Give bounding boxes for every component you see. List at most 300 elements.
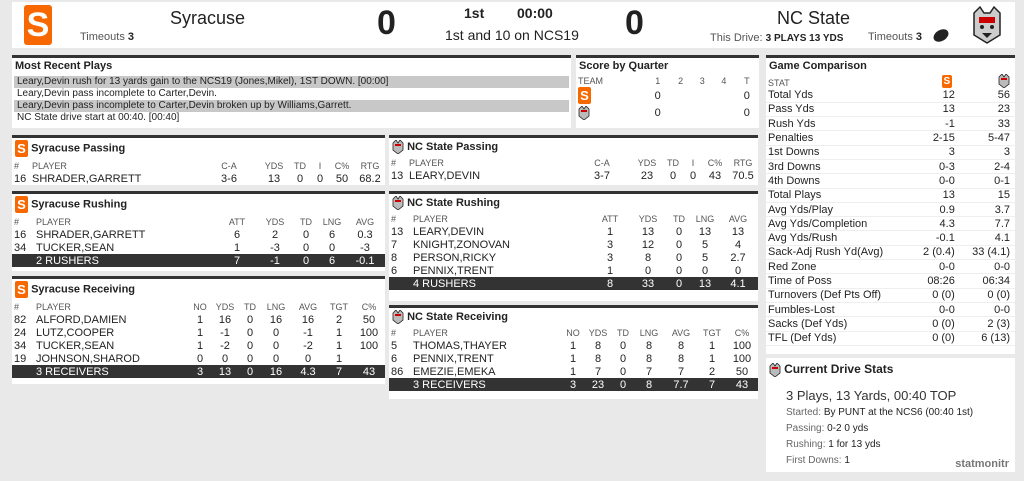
table-cell: 0 <box>328 241 336 254</box>
total-cell: 3 RECEIVERS <box>34 365 189 378</box>
drive-headline: 3 Plays, 13 Yards, 00:40 TOP <box>786 388 957 403</box>
column-header: NO <box>566 327 580 338</box>
comparison-row <box>766 145 1015 159</box>
table-cell: 0 <box>246 326 254 339</box>
syracuse-logo-icon: S <box>943 75 951 87</box>
ncstate-value: 0 (0) <box>960 288 1015 302</box>
ncstate-logo-icon <box>998 74 1010 88</box>
table-cell: -3 <box>270 241 280 254</box>
total-cell: 43 <box>353 365 385 378</box>
table-cell: 0 <box>296 172 304 185</box>
stat-name: Penalties <box>766 131 912 145</box>
table-cell: 16 <box>269 313 283 326</box>
comparison-row <box>766 117 1015 131</box>
ncstate-logo-icon <box>578 106 590 120</box>
syracuse-value: 0-0 <box>912 174 960 188</box>
table-cell: TUCKER,SEAN <box>36 241 115 254</box>
table-title: NC State Receiving <box>407 310 508 323</box>
stat-name: Rush Yds <box>766 117 912 131</box>
table-cell: 13 <box>267 172 281 185</box>
column-header: TD <box>617 327 629 338</box>
column-header: ATT <box>228 216 246 227</box>
column-header: YDS <box>638 213 658 224</box>
ncstate-value: 6 (13) <box>960 331 1015 345</box>
table-cell: 43 <box>708 169 722 182</box>
syracuse-value: 4.3 <box>912 217 960 231</box>
quarter: 1st <box>464 5 485 21</box>
q-cell <box>691 104 713 121</box>
ncstate-value: 56 <box>960 88 1015 102</box>
total-cell: 4 RUSHERS <box>411 277 590 290</box>
total-cell: 0 <box>612 378 634 391</box>
down-distance: 1st and 10 on NCS19 <box>445 27 579 43</box>
syracuse-value: 0.9 <box>912 202 960 216</box>
play-item: Leary,Devin rush for 13 yards gain to the NCS19 (Jones,Mikel), 1ST DOWN. [00:00] <box>14 76 569 88</box>
table-cell: 0 <box>302 241 310 254</box>
comparison-row <box>766 302 1015 316</box>
total-cell: 7 <box>217 254 257 267</box>
table-cell: 1 <box>233 241 241 254</box>
table-cell: 3-7 <box>594 169 610 182</box>
table-cell: 6 <box>233 228 241 241</box>
drive-rushing-value: 1 for 13 yds <box>828 439 881 450</box>
drive-passing-value: 0-2 0 yds <box>827 423 869 434</box>
nc-rush-panel <box>389 191 758 301</box>
syracuse-value: -0.1 <box>912 231 960 245</box>
su-rec-panel <box>12 276 385 384</box>
table-cell: 0 <box>272 339 280 352</box>
table-cell: 50 <box>335 172 349 185</box>
table-cell: 70.5 <box>732 169 754 182</box>
syracuse-logo-icon: S <box>15 196 28 213</box>
drive-firstdowns <box>786 455 850 466</box>
table-title-row <box>389 138 758 156</box>
stat-name: TFL (Def Yds) <box>766 331 912 345</box>
column-header: PLAYER <box>413 327 448 338</box>
stat-name: 4th Downs <box>766 174 912 188</box>
syracuse-logo: S <box>24 5 52 45</box>
table-cell <box>353 352 385 365</box>
table-cell: 1 <box>569 352 577 365</box>
ncstate-value: 0-1 <box>960 174 1015 188</box>
ncstate-value: 2 (3) <box>960 317 1015 331</box>
total-cell: 4.1 <box>718 277 758 290</box>
table-cell: LEARY,DEVIN <box>409 169 481 182</box>
table-row <box>389 339 758 352</box>
table-cell: 1 <box>335 339 343 352</box>
column-header: TGT <box>703 327 721 338</box>
ncstate-value: 0-0 <box>960 302 1015 316</box>
q-header: 3 <box>699 75 705 86</box>
drive-started-value: By PUNT at the NCS6 (00:40 1st) <box>823 407 974 418</box>
total-cell: 23 <box>584 378 612 391</box>
column-header: RTG <box>360 160 380 171</box>
game-clock: 00:00 <box>517 5 553 21</box>
syracuse-value: 0-0 <box>912 260 960 274</box>
q-cell: 0 <box>743 106 750 119</box>
table-cell: 0 <box>221 352 229 365</box>
stats-table <box>389 156 758 182</box>
table-cell: 0 <box>619 352 627 365</box>
column-header: LNG <box>639 327 659 338</box>
table-cell: 6 <box>391 264 398 277</box>
stats-table <box>12 300 385 378</box>
home-timeouts-label: Timeouts <box>80 31 125 43</box>
ncstate-value: 3 <box>960 145 1015 159</box>
comparison-row <box>766 88 1015 102</box>
table-cell: KNIGHT,ZONOVAN <box>413 238 510 251</box>
column-header: PLAYER <box>413 213 448 224</box>
table-cell: 8 <box>391 251 398 264</box>
column-header: YDS <box>215 301 235 312</box>
total-cell <box>389 277 411 290</box>
table-title-row <box>12 279 385 300</box>
table-cell: 7 <box>677 365 685 378</box>
drive-firstdowns-value: 1 <box>844 455 850 466</box>
table-cell: 1 <box>606 225 614 238</box>
table-cell: 24 <box>14 326 27 339</box>
total-row <box>12 254 385 267</box>
q-cell <box>691 87 713 104</box>
table-cell: 23 <box>640 169 654 182</box>
q-cell <box>713 104 735 121</box>
total-row <box>12 365 385 378</box>
possession-football-icon <box>931 27 950 45</box>
total-cell: 13 <box>211 365 239 378</box>
comparison-row <box>766 217 1015 231</box>
table-row <box>389 251 758 264</box>
syracuse-logo-icon: S <box>15 281 28 298</box>
q-cell <box>713 87 735 104</box>
table-cell: 0 <box>701 264 709 277</box>
table-cell: 34 <box>14 241 27 254</box>
table-cell: 86 <box>391 365 404 378</box>
play-item: Leary,Devin pass incomplete to Carter,Devin. <box>17 88 217 99</box>
statmonitr-brand[interactable]: statmonitr <box>955 458 1009 470</box>
total-cell <box>12 254 34 267</box>
table-cell: THOMAS,THAYER <box>413 339 507 352</box>
table-row <box>12 326 385 339</box>
table-cell: SHRADER,GARRETT <box>36 228 146 241</box>
table-cell: ALFORD,DAMIEN <box>36 313 127 326</box>
total-cell: 4.3 <box>291 365 325 378</box>
ncstate-wolf-logo <box>970 5 1004 48</box>
table-cell: 7 <box>391 238 398 251</box>
column-header: # <box>391 327 397 338</box>
table-cell: 0 <box>689 169 697 182</box>
total-cell: 3 RECEIVERS <box>411 378 562 391</box>
table-cell: 2 <box>708 365 716 378</box>
table-cell: 1 <box>335 352 343 365</box>
table-cell: 0 <box>196 352 204 365</box>
table-row <box>12 172 385 185</box>
table-title: Syracuse Passing <box>31 142 126 155</box>
table-row <box>12 313 385 326</box>
quarters-table <box>576 74 759 121</box>
column-header: ATT <box>601 213 619 224</box>
column-header: YDS <box>265 216 285 227</box>
recent-plays-panel <box>12 55 571 128</box>
syracuse-value: 0 (0) <box>912 288 960 302</box>
drive-passing-label: Passing: <box>786 423 825 434</box>
stats-table <box>389 326 758 391</box>
stat-name: Total Plays <box>766 188 912 202</box>
table-cell: 8 <box>644 251 652 264</box>
comparison-row <box>766 331 1015 345</box>
table-row <box>389 225 758 238</box>
column-header: TD <box>300 216 312 227</box>
column-header: YDS <box>588 327 608 338</box>
column-header: # <box>14 301 20 312</box>
total-cell <box>12 365 34 378</box>
table-cell: 13 <box>698 225 712 238</box>
table-title-row <box>12 138 385 159</box>
drive-rushing <box>786 439 881 450</box>
q-header: 1 <box>655 75 661 86</box>
table-cell: 1 <box>569 365 577 378</box>
table-cell: 6 <box>328 228 336 241</box>
stat-name: Sacks (Def Yds) <box>766 317 912 331</box>
stat-name: Fumbles-Lost <box>766 302 912 316</box>
table-cell: 7 <box>594 365 602 378</box>
total-cell: -0.1 <box>345 254 385 267</box>
stat-name: Turnovers (Def Pts Off) <box>766 288 912 302</box>
away-timeouts <box>868 31 922 43</box>
stats-table <box>389 212 758 290</box>
table-cell: 50 <box>735 365 749 378</box>
comparison-row <box>766 174 1015 188</box>
total-cell: 7 <box>325 365 353 378</box>
current-drive-panel <box>766 358 1015 472</box>
table-cell: LUTZ,COOPER <box>36 326 115 339</box>
table-cell: 19 <box>14 352 27 365</box>
su-pass-panel <box>12 135 385 185</box>
column-header: C% <box>361 301 377 312</box>
table-cell: 82 <box>14 313 27 326</box>
table-row <box>389 352 758 365</box>
table-cell: 12 <box>641 238 655 251</box>
ncstate-value: 06:34 <box>960 274 1015 288</box>
syracuse-value: 0-3 <box>912 159 960 173</box>
table-row <box>576 104 759 121</box>
table-cell: PERSON,RICKY <box>413 251 497 264</box>
table-cell: 1 <box>708 352 716 365</box>
table-row <box>389 238 758 251</box>
table-cell: 1 <box>708 339 716 352</box>
table-cell: 68.2 <box>359 172 381 185</box>
column-header: LNG <box>322 216 342 227</box>
column-header: C-A <box>594 157 610 168</box>
table-cell: 0 <box>272 326 280 339</box>
away-timeouts-label: Timeouts <box>868 31 913 43</box>
quarters-title: Score by Quarter <box>579 60 669 72</box>
total-cell: 8 <box>590 277 630 290</box>
total-cell: 6 <box>319 254 345 267</box>
column-header: YDS <box>637 157 657 168</box>
syracuse-value: 13 <box>912 188 960 202</box>
table-cell: 0.3 <box>357 228 373 241</box>
table-cell: 8 <box>645 339 653 352</box>
table-cell: 0 <box>302 228 310 241</box>
table-cell: 16 <box>14 228 27 241</box>
home-timeouts-value: 3 <box>127 31 135 43</box>
table-cell: 3-6 <box>221 172 237 185</box>
table-cell: 8 <box>594 339 602 352</box>
column-header: # <box>14 216 20 227</box>
game-comparison-panel <box>766 55 1015 354</box>
table-title: NC State Passing <box>407 140 499 153</box>
total-cell <box>389 378 411 391</box>
column-header: AVG <box>671 327 691 338</box>
comparison-row <box>766 131 1015 145</box>
ncstate-value: 3.7 <box>960 202 1015 216</box>
ncstate-logo-icon <box>392 310 404 324</box>
table-cell: 1 <box>606 264 614 277</box>
total-cell: 7.7 <box>664 378 698 391</box>
table-cell: 8 <box>677 339 685 352</box>
column-header: AVG <box>355 216 375 227</box>
comparison-table <box>766 74 1015 346</box>
q-header: T <box>744 75 750 86</box>
table-cell: 7 <box>645 365 653 378</box>
table-cell: 2 <box>271 228 279 241</box>
table-cell: 6 <box>391 352 398 365</box>
drive-started <box>786 407 973 418</box>
table-cell: 4 <box>734 238 742 251</box>
syracuse-value: 12 <box>912 88 960 102</box>
table-cell: 16 <box>14 172 27 185</box>
ncstate-value: 33 (4.1) <box>960 245 1015 259</box>
table-cell: 0 <box>246 352 254 365</box>
home-timeouts <box>80 31 134 43</box>
table-row <box>389 264 758 277</box>
nc-pass-panel <box>389 135 758 185</box>
table-cell: 2 <box>335 313 343 326</box>
table-cell: 0 <box>675 238 683 251</box>
ncstate-value: 7.7 <box>960 217 1015 231</box>
table-cell: 0 <box>246 313 254 326</box>
table-cell: 1 <box>335 326 343 339</box>
table-cell: 0 <box>675 264 683 277</box>
stat-name: 3rd Downs <box>766 159 912 173</box>
column-header: LNG <box>266 301 286 312</box>
total-cell: 0 <box>666 277 692 290</box>
away-score: 0 <box>625 4 644 42</box>
table-cell: 5 <box>391 339 398 352</box>
table-cell: 50 <box>362 313 376 326</box>
table-title: Syracuse Rushing <box>31 198 128 211</box>
recent-plays-title: Most Recent Plays <box>15 60 113 72</box>
syracuse-logo-icon: S <box>578 87 591 104</box>
stats-table <box>12 215 385 267</box>
comparison-row <box>766 202 1015 216</box>
stat-name: Red Zone <box>766 260 912 274</box>
table-cell: 1 <box>196 313 204 326</box>
table-row <box>576 87 759 104</box>
ncstate-value: 23 <box>960 102 1015 116</box>
table-cell: 3 <box>606 251 614 264</box>
table-cell: JOHNSON,SHAROD <box>36 352 140 365</box>
table-row <box>389 365 758 378</box>
play-item: Leary,Devin pass incomplete to Carter,Devin broken up by Williams,Garrett. <box>14 100 569 112</box>
total-cell: 8 <box>634 378 664 391</box>
q-header: TEAM <box>578 75 604 86</box>
total-cell: 0 <box>293 254 319 267</box>
total-cell: -1 <box>257 254 293 267</box>
total-row <box>389 378 758 391</box>
column-header: C% <box>334 160 350 171</box>
stat-name: Pass Yds <box>766 102 912 116</box>
table-cell: 0 <box>675 225 683 238</box>
comparison-row <box>766 159 1015 173</box>
stat-header: STAT <box>768 78 790 88</box>
table-row <box>12 339 385 352</box>
table-cell: -2 <box>220 339 230 352</box>
column-header: TD <box>244 301 256 312</box>
total-cell: 7 <box>698 378 726 391</box>
drive-value: 3 PLAYS 13 YDS <box>765 33 844 44</box>
table-cell: 34 <box>14 339 27 352</box>
table-cell: 13 <box>391 169 404 182</box>
table-cell: EMEZIE,EMEKA <box>413 365 496 378</box>
syracuse-value: 0-0 <box>912 302 960 316</box>
table-cell: LEARY,DEVIN <box>413 225 485 238</box>
comparison-row <box>766 274 1015 288</box>
total-cell: 43 <box>726 378 758 391</box>
table-title: NC State Rushing <box>407 196 500 209</box>
table-cell: SHRADER,GARRETT <box>32 172 142 185</box>
scoreboard <box>12 2 1015 48</box>
table-cell: PENNIX,TRENT <box>413 264 494 277</box>
column-header: TGT <box>330 301 348 312</box>
total-cell: 33 <box>630 277 666 290</box>
total-row <box>389 277 758 290</box>
stat-name: Avg Yds/Completion <box>766 217 912 231</box>
table-row <box>12 241 385 254</box>
recent-plays-list <box>12 74 571 124</box>
q-cell: 0 <box>743 89 750 102</box>
drive-info <box>710 32 843 44</box>
table-cell: 13 <box>391 225 404 238</box>
ncstate-value: 2-4 <box>960 159 1015 173</box>
table-cell: 100 <box>732 339 752 352</box>
q-header: 2 <box>678 75 684 86</box>
stat-name: 1st Downs <box>766 145 912 159</box>
table-cell: 0 <box>304 352 312 365</box>
table-cell: 13 <box>731 225 745 238</box>
table-cell: 1 <box>196 339 204 352</box>
ncstate-value: 15 <box>960 188 1015 202</box>
table-row <box>389 169 758 182</box>
column-header: C% <box>707 157 723 168</box>
table-cell: 2.7 <box>730 251 746 264</box>
score-by-quarter-panel <box>576 55 759 128</box>
table-cell: 5 <box>701 238 709 251</box>
comparison-row <box>766 245 1015 259</box>
table-cell: -3 <box>360 241 370 254</box>
table-cell: 100 <box>359 339 379 352</box>
table-cell: 5 <box>701 251 709 264</box>
table-cell: 0 <box>316 172 324 185</box>
su-rush-panel <box>12 191 385 271</box>
total-cell: 0 <box>239 365 261 378</box>
syracuse-value: 2-15 <box>912 131 960 145</box>
syracuse-value: 0 (0) <box>912 331 960 345</box>
column-header: PLAYER <box>36 216 71 227</box>
comparison-title: Game Comparison <box>769 60 867 72</box>
stat-name: Time of Poss <box>766 274 912 288</box>
syracuse-value: 2 (0.4) <box>912 245 960 259</box>
